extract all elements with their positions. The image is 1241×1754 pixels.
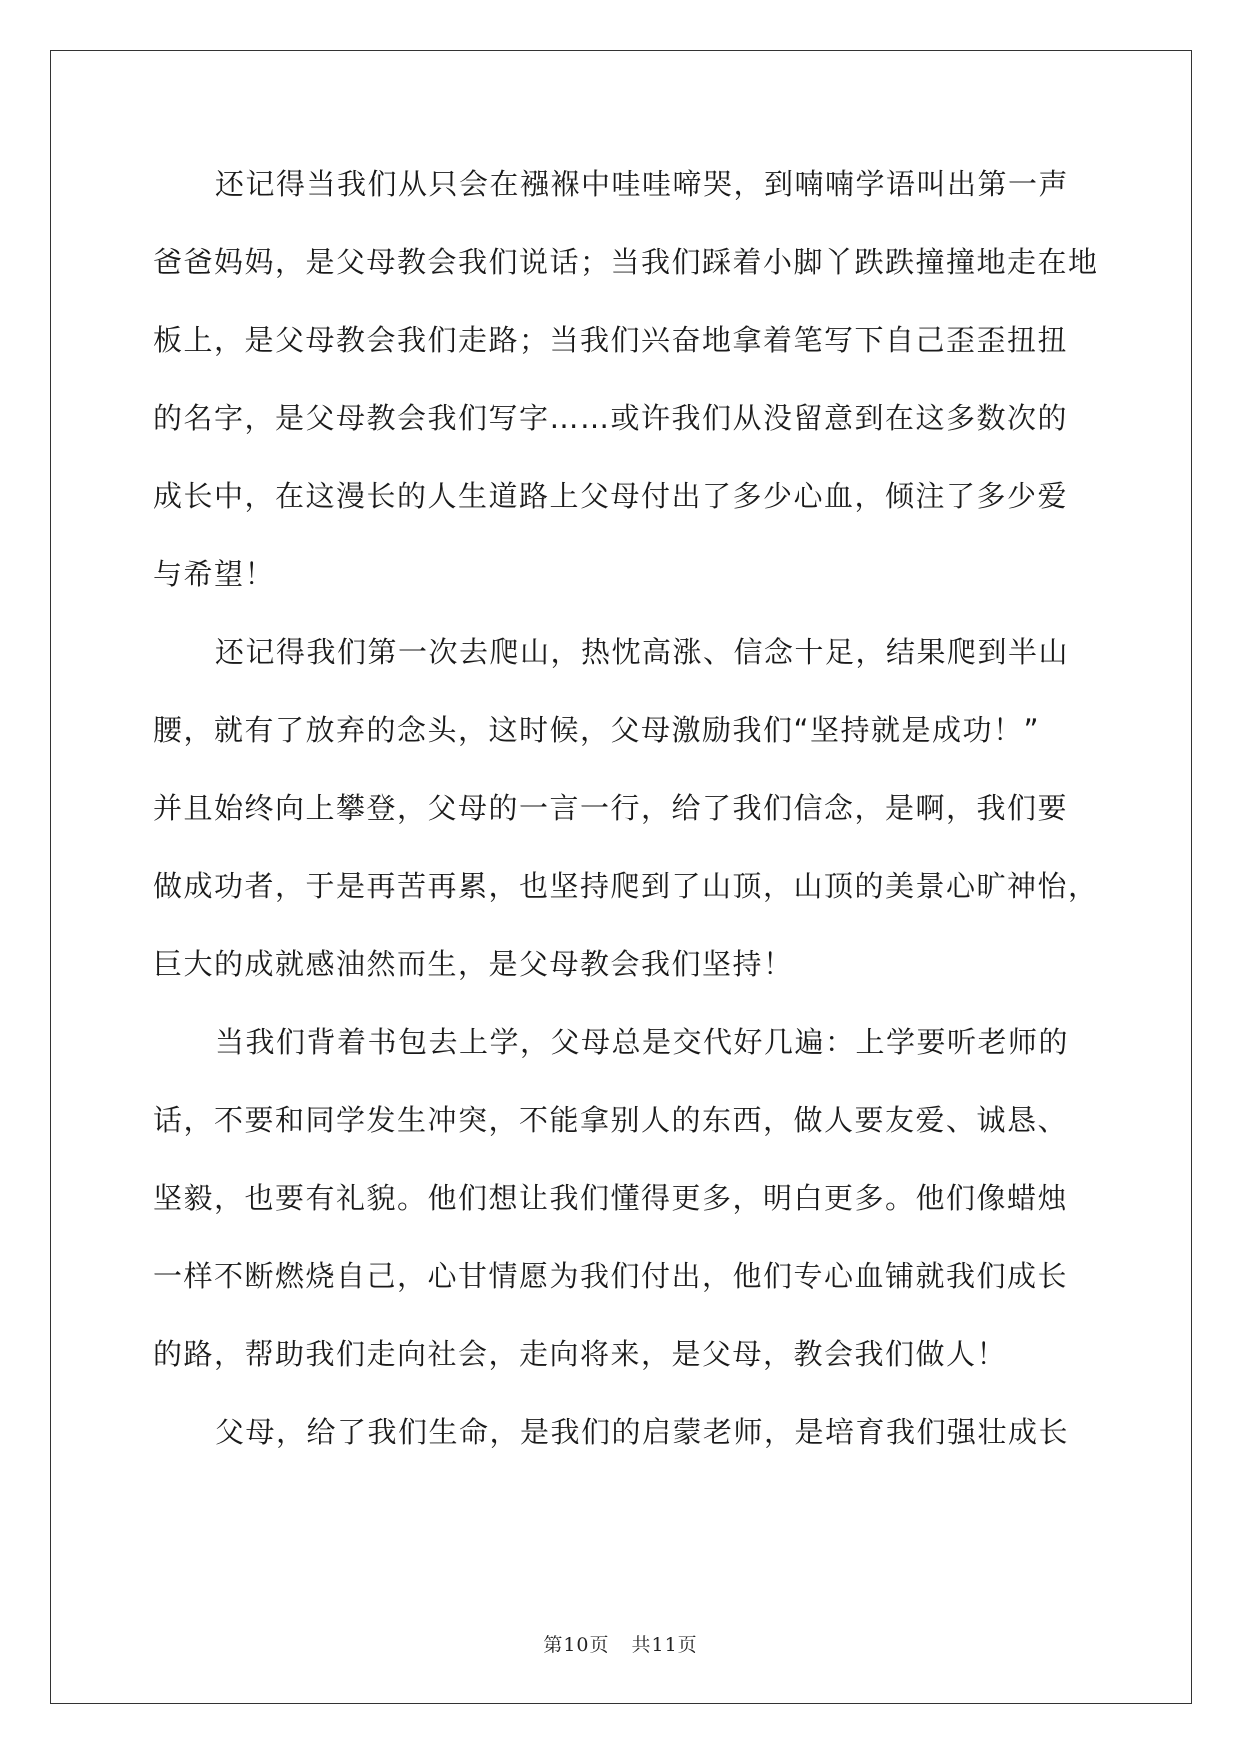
page-number-total: 共11页: [631, 1634, 698, 1656]
text-line: 巨大的成就感油然而生，是父母教会我们坚持！: [153, 947, 794, 981]
text-line: 并且始终向上攀登，父母的一言一行，给了我们信念，是啊，我们要: [153, 791, 1069, 825]
text-line: 板上，是父母教会我们走路；当我们兴奋地拿着笔写下自己歪歪扭扭: [153, 323, 1069, 357]
text-line: 坚毅，也要有礼貌。他们想让我们懂得更多，明白更多。他们像蜡烛: [153, 1181, 1069, 1215]
text-line: 与希望！: [153, 557, 276, 591]
text-line: 还记得当我们从只会在襁褓中哇哇啼哭，到喃喃学语叫出第一声: [215, 167, 1070, 201]
page-number-current: 第10页: [543, 1634, 610, 1656]
text-line: 成长中，在这漫长的人生道路上父母付出了多少心血，倾注了多少爱: [153, 479, 1069, 513]
text-line: 腰，就有了放弃的念头，这时候，父母激励我们“坚持就是成功！”: [153, 713, 1041, 747]
document-body: [153, 158, 1099, 1484]
text-line: 的路，帮助我们走向社会，走向将来，是父母，教会我们做人！: [153, 1337, 1008, 1371]
text-line: 一样不断燃烧自己，心甘情愿为我们付出，他们专心血铺就我们成长: [153, 1259, 1069, 1293]
page-footer: [0, 1630, 1241, 1657]
text-line: 做成功者，于是再苦再累，也坚持爬到了山顶，山顶的美景心旷神怡，: [153, 869, 1099, 903]
text-line: 还记得我们第一次去爬山，热忱高涨、信念十足，结果爬到半山: [215, 635, 1070, 669]
text-line: 父母，给了我们生命，是我们的启蒙老师，是培育我们强壮成长: [215, 1415, 1070, 1449]
text-line: 爸爸妈妈，是父母教会我们说话；当我们踩着小脚丫跌跌撞撞地走在地: [153, 245, 1099, 279]
text-line: 当我们背着书包去上学，父母总是交代好几遍：上学要听老师的: [215, 1025, 1070, 1059]
text-line: 的名字，是父母教会我们写字……或许我们从没留意到在这多数次的: [153, 401, 1069, 435]
text-line: 话，不要和同学发生冲突，不能拿别人的东西，做人要友爱、诚恳、: [153, 1103, 1069, 1137]
